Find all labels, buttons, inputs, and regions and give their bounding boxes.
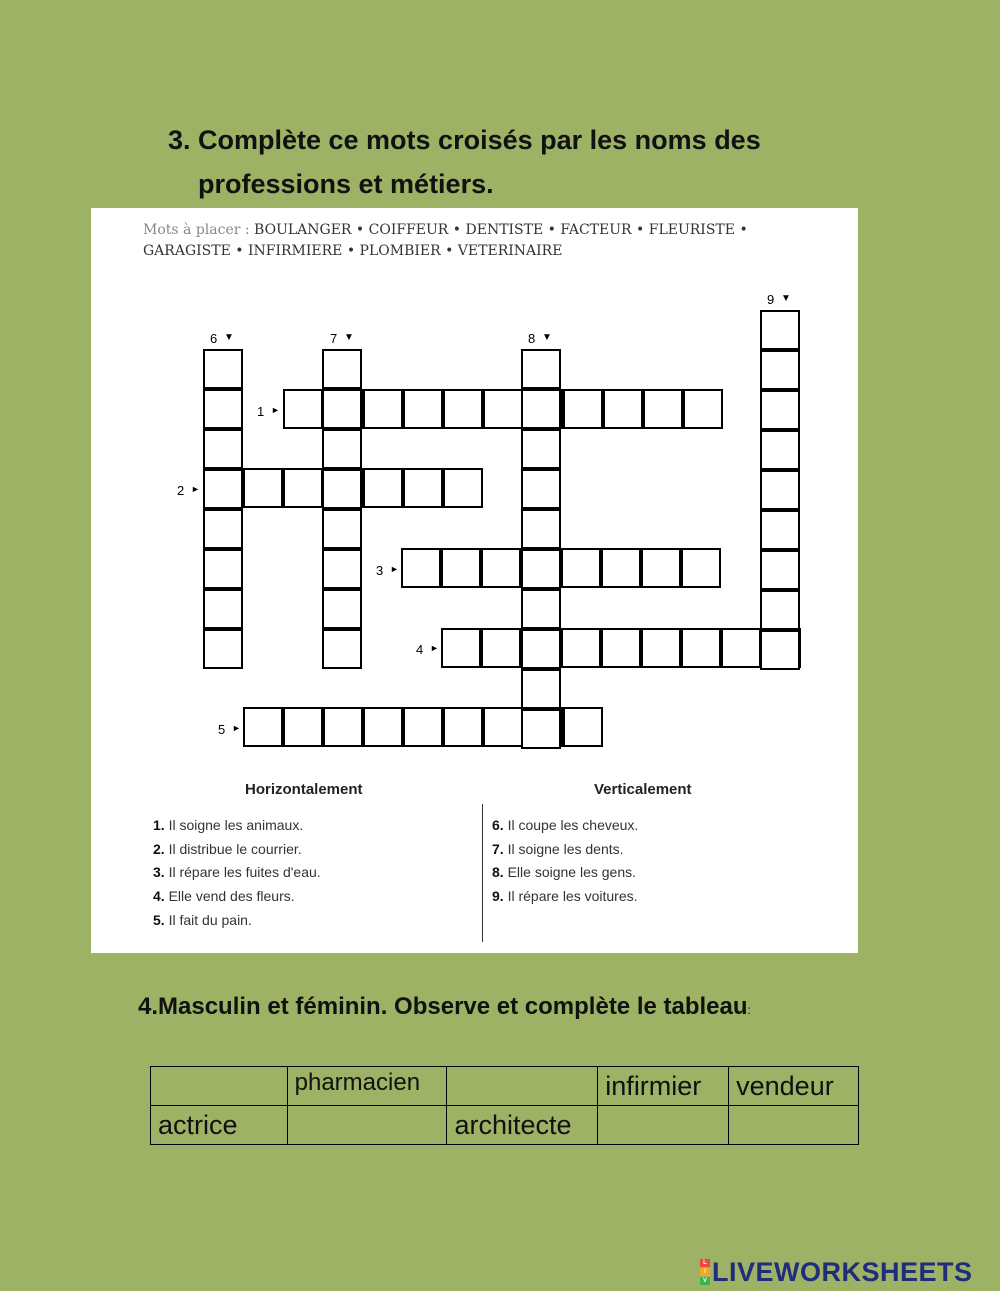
entry-number-5: 5	[218, 722, 226, 737]
vertical-clue: 9. Il répare les voitures.	[492, 888, 638, 904]
table-cell[interactable]	[729, 1106, 859, 1145]
clues-divider	[482, 804, 483, 942]
crossword-cell[interactable]	[403, 389, 443, 429]
crossword-cell[interactable]	[681, 628, 721, 668]
entry-number-4: 4	[416, 642, 424, 657]
horizontal-clue: 1. Il soigne les animaux.	[153, 817, 304, 833]
crossword-cell[interactable]	[283, 389, 323, 429]
crossword-cell[interactable]	[283, 707, 323, 747]
crossword-cell[interactable]	[563, 707, 603, 747]
crossword-cell[interactable]	[521, 549, 561, 589]
crossword-cell[interactable]	[521, 389, 561, 429]
crossword-cell[interactable]	[322, 629, 362, 669]
crossword-cell[interactable]	[203, 589, 243, 629]
entry-number-7: 7	[330, 331, 338, 346]
crossword-cell[interactable]	[641, 628, 681, 668]
crossword-cell[interactable]	[603, 389, 643, 429]
horizontal-clue: 2. Il distribue le courrier.	[153, 841, 302, 857]
crossword-cell[interactable]	[721, 628, 761, 668]
crossword-cell[interactable]	[323, 707, 363, 747]
crossword-cell[interactable]	[521, 469, 561, 509]
crossword-cell[interactable]	[203, 509, 243, 549]
crossword-cell[interactable]	[322, 389, 362, 429]
table-cell: vendeur	[729, 1067, 859, 1106]
crossword-cell[interactable]	[403, 468, 443, 508]
crossword-cell[interactable]	[481, 628, 521, 668]
entry-number-1: 1	[257, 404, 265, 419]
crossword-cell[interactable]	[760, 630, 800, 670]
crossword-cell[interactable]	[363, 468, 403, 508]
crossword-cell[interactable]	[322, 469, 362, 509]
vertical-clue: 6. Il coupe les cheveux.	[492, 817, 639, 833]
crossword-cell[interactable]	[322, 589, 362, 629]
crossword-cell[interactable]	[441, 548, 481, 588]
crossword-cell[interactable]	[760, 590, 800, 630]
crossword-cell[interactable]	[521, 629, 561, 669]
crossword-cell[interactable]	[643, 389, 683, 429]
crossword-cell[interactable]	[760, 350, 800, 390]
word-list-label: Mots à placer :	[143, 222, 250, 238]
crossword-cell[interactable]	[521, 709, 561, 749]
table-cell[interactable]	[447, 1067, 598, 1106]
vertical-clue: 7. Il soigne les dents.	[492, 841, 624, 857]
crossword-cell[interactable]	[443, 468, 483, 508]
vertical-heading: Verticalement	[594, 781, 692, 798]
crossword-cell[interactable]	[403, 707, 443, 747]
crossword-cell[interactable]	[561, 548, 601, 588]
crossword-cell[interactable]	[601, 628, 641, 668]
crossword-cell[interactable]	[521, 669, 561, 709]
crossword-cell[interactable]	[203, 469, 243, 509]
entry-number-3: 3	[376, 563, 384, 578]
table-cell: architecte	[447, 1106, 598, 1145]
crossword-cell[interactable]	[481, 548, 521, 588]
table-cell: actrice	[151, 1106, 288, 1145]
crossword-cell[interactable]	[443, 707, 483, 747]
crossword-cell[interactable]	[203, 349, 243, 389]
logo-mark-icon: L I V	[700, 1259, 710, 1286]
crossword-cell[interactable]	[521, 349, 561, 389]
exercise-3-title: Complète ce mots croisés par les noms des professions et métiers.	[198, 125, 761, 199]
crossword-cell[interactable]	[760, 310, 800, 350]
word-list-line-2: GARAGISTE • INFIRMIERE • PLOMBIER • VETERINAIRE	[143, 243, 563, 259]
crossword-cell[interactable]	[760, 430, 800, 470]
crossword-panel: Mots à placer : BOULANGER • COIFFEUR • DENTISTE • FACTEUR • FLEURISTE • GARAGISTE • INFIRMIERE • PLOMBIER • VETERINAIRE 1 ► 2 ► 3 ► 4 ► 5 ► 6 ▼ 7 ▼ 8 ▼ 9 ▼ Horizontalement Verticalement 1. Il soigne les animaux. 2. Il distribue le courrier. 3. Il répare les fuites d'eau. 4. Elle vend des fleurs. 5. Il fait du pain. 6. Il coupe les cheveux. 7. Il soigne les dents. 8. Elle soigne les gens. 9. Il répare les voitures.	[91, 208, 858, 953]
crossword-cell[interactable]	[760, 390, 800, 430]
horizontal-heading: Horizontalement	[245, 781, 363, 798]
crossword-cell[interactable]	[203, 429, 243, 469]
liveworksheets-logo	[700, 1258, 973, 1286]
exercise-4-colon: :	[747, 1003, 751, 1017]
crossword-cell[interactable]	[760, 550, 800, 590]
table-row	[151, 1067, 859, 1106]
gender-table	[150, 1066, 859, 1145]
crossword-cell[interactable]	[322, 509, 362, 549]
horizontal-clue: 4. Elle vend des fleurs.	[153, 888, 295, 904]
crossword-cell[interactable]	[521, 509, 561, 549]
crossword-cell[interactable]	[483, 389, 523, 429]
crossword-cell[interactable]	[243, 707, 283, 747]
vertical-clue: 8. Elle soigne les gens.	[492, 864, 636, 880]
crossword-cell[interactable]	[683, 389, 723, 429]
crossword-cell[interactable]	[483, 707, 523, 747]
crossword-cell[interactable]	[322, 429, 362, 469]
entry-number-6: 6	[210, 331, 218, 346]
crossword-cell[interactable]	[203, 389, 243, 429]
table-cell: pharmacien	[287, 1067, 447, 1106]
crossword-cell[interactable]	[322, 349, 362, 389]
crossword-cell[interactable]	[443, 389, 483, 429]
entry-number-9: 9	[767, 292, 775, 307]
table-cell[interactable]	[151, 1067, 288, 1106]
crossword-cell[interactable]	[563, 389, 603, 429]
exercise-3-number: 3.	[168, 125, 191, 155]
crossword-cell[interactable]	[363, 389, 403, 429]
crossword-cell[interactable]	[601, 548, 641, 588]
entry-number-2: 2	[177, 483, 185, 498]
exercise-4-heading	[138, 993, 751, 1021]
crossword-cell[interactable]	[681, 548, 721, 588]
entry-number-8: 8	[528, 331, 536, 346]
table-cell: infirmier	[598, 1067, 729, 1106]
crossword-cell[interactable]	[283, 468, 323, 508]
horizontal-clue: 3. Il répare les fuites d'eau.	[153, 864, 321, 880]
crossword-cell[interactable]	[203, 629, 243, 669]
table-row	[151, 1106, 859, 1145]
crossword-cell[interactable]	[760, 510, 800, 550]
crossword-cell[interactable]	[322, 549, 362, 589]
crossword-cell[interactable]	[760, 470, 800, 510]
table-cell[interactable]	[287, 1106, 447, 1145]
exercise-4-title: 4.Masculin et féminin. Observe et complète le tableau	[138, 993, 748, 1020]
crossword-cell[interactable]	[203, 549, 243, 589]
crossword-cell[interactable]	[521, 429, 561, 469]
crossword-cell[interactable]	[243, 468, 283, 508]
word-list	[143, 220, 823, 262]
logo-text: LIVEWORKSHEETS	[712, 1256, 973, 1287]
crossword-cell[interactable]	[441, 628, 481, 668]
crossword-cell[interactable]	[363, 707, 403, 747]
table-cell[interactable]	[598, 1106, 729, 1145]
crossword-cell[interactable]	[561, 628, 601, 668]
crossword-cell[interactable]	[641, 548, 681, 588]
crossword-cell[interactable]	[401, 548, 441, 588]
word-list-line-1: BOULANGER • COIFFEUR • DENTISTE • FACTEUR • FLEURISTE •	[254, 222, 748, 238]
horizontal-clue: 5. Il fait du pain.	[153, 912, 252, 928]
crossword-cell[interactable]	[521, 589, 561, 629]
